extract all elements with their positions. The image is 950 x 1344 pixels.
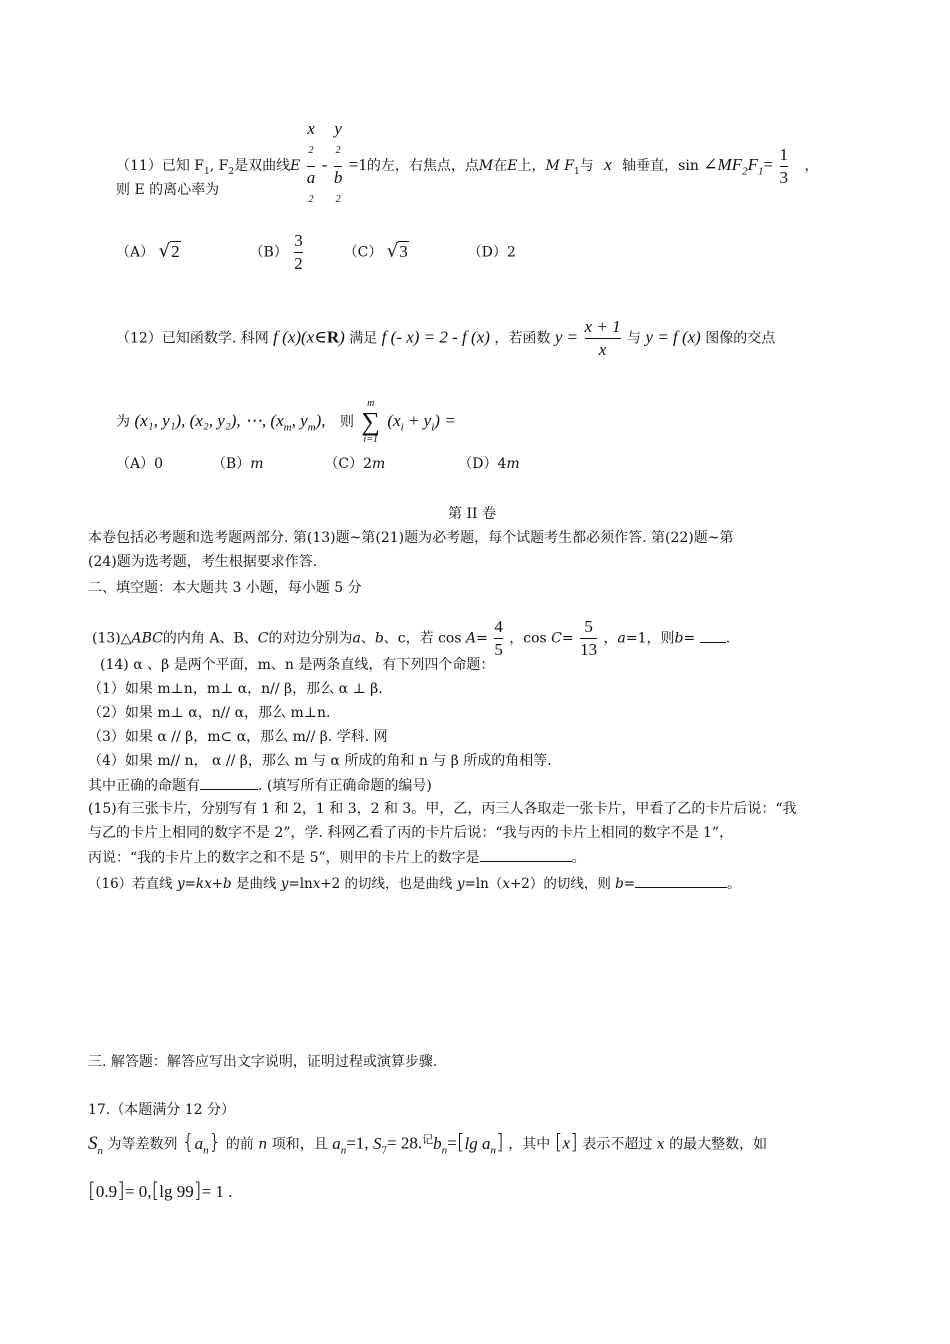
sqrt-icon: √: [158, 240, 171, 262]
q15-line1: (15)有三张卡片，分别写有 1 和 2，1 和 3，2 和 3。甲，乙，丙三人各取走一张卡片，甲看了乙的卡片后说：“我: [88, 801, 797, 817]
q11-line1: （11）已知 $F_1$, $F_2$是双曲线E x $^2$ a $^2$ - y $^2$ b $^2$ =1的左，右焦点，点M在E上，M $F_1$与 x 轴垂直，$\sin \angle MF_2F_1=$ $\frac{1}{3}$ ，: [116, 118, 818, 214]
q14-answer-blank[interactable]: [200, 775, 258, 790]
q11-options: （A） √2 （B） $\frac{3}{2}$ （C） √3 （D）2: [116, 231, 516, 273]
q14-prop-3: （3）如果 α // β，m⊂ α，那么 m// β. 学科. 网: [88, 729, 388, 745]
q13: (13)△ABC的内角 A、B、C的对边分别为a、b、c，若 cos A= $\frac{4}{5}$ ，cos C= $\frac{5}{13}$ ，a=1，则b= .: [92, 617, 731, 659]
q12-frac: $\frac{x + 1}{x}$: [584, 317, 621, 359]
q14-prop-2: （2）如果 m⊥ α，n// α，那么 m⊥n.: [88, 705, 331, 721]
q11-frac-x2a2: x $^2$ a $^2$: [307, 118, 316, 214]
q12-line1: （12）已知函数学. 科网 f (x)(x∈R) 满足 f (- x) = 2 - f (x) ，若函数 y = $\frac{x + 1}{x}$ 与 y = f (x) 图像的交点: [116, 317, 776, 359]
q15-line2: 与乙的卡片上相同的数字不是 2”，学. 科网乙看了丙的卡片后说：“我与丙的卡片上相同的数字不是 1”，: [88, 825, 734, 841]
q11-frac-1-3: $\frac{1}{3}$: [779, 144, 789, 187]
q13-answer-blank[interactable]: [700, 628, 726, 643]
part2-intro-2: (24)题为选考题，考生根据要求作答.: [88, 554, 318, 570]
fill-heading: 二、填空题：本大题共 3 小题，每小题 5 分: [88, 580, 362, 596]
q13-frac-4-5: $\frac{4}{5}$: [494, 617, 503, 659]
q14-prop-4: （4）如果 m// n， α // β，那么 m 与 α 所成的角和 n 与 β 所成的角相等.: [88, 753, 552, 769]
q15-answer-blank[interactable]: [480, 847, 572, 862]
q17-line2: [0.9]= 0,[lg 99]= 1 .: [88, 1178, 233, 1202]
q14-ask: 其中正确的命题有 . (填写所有正确命题的编号): [88, 775, 432, 796]
q12-line2: 为 (x₁, y₁), (x₂, y₂), ⋯, ($x_m$, $y_m$), 则 m ∑ i=1 $(x_i + y_i)$ =: [116, 398, 456, 445]
q11-option-b-frac: $\frac{3}{2}$: [294, 231, 303, 273]
q14-line1: (14) α 、β 是两个平面，m、n 是两条直线，有下列四个命题：: [100, 657, 495, 673]
q13-frac-5-13: $\frac{5}{13}$: [580, 617, 598, 659]
part2-intro-1: 本卷包括必考题和选考题两部分. 第(13)题~第(21)题为必考题，每个试题考生都必须作答. 第(22)题~第: [88, 530, 734, 546]
sum-symbol: m ∑ i=1: [361, 398, 380, 445]
part2-title: 第 II 卷: [448, 506, 496, 522]
sqrt-icon: √: [386, 240, 399, 262]
q14-prop-1: （1）如果 m⊥n，m⊥ α，n// β，那么 α ⊥ β.: [88, 681, 383, 697]
q16: （16）若直线 y=kx+b 是曲线 y=lnx+2 的切线，也是曲线 y=ln（x+2）的切线，则 b= 。: [88, 873, 741, 894]
q11-frac-y2b2: y $^2$ b $^2$: [334, 118, 343, 214]
part3-heading: 三. 解答题：解答应写出文字说明，证明过程或演算步骤.: [88, 1054, 438, 1070]
q17-title: 17.（本题满分 12 分）: [88, 1102, 235, 1118]
q12-options: （A）0 （B）m （C）2m （D）4m: [116, 456, 520, 472]
q16-answer-blank[interactable]: [635, 873, 727, 888]
q15-line3: 丙说：“我的卡片上的数字之和不是 5”，则甲的卡片上的数字是 。: [88, 847, 586, 868]
q11-line2: 则 E 的离心率为: [116, 182, 220, 198]
q17-line1: $S_n$ 为等差数列 $\{a_n\}$ 的前 n 项和，且 $a_n=1$, $S_7= 28.^记b_n=[\lg$ $a_n$] ，其中 [x] 表示不超过 x 的最大整数，如: [88, 1129, 768, 1157]
